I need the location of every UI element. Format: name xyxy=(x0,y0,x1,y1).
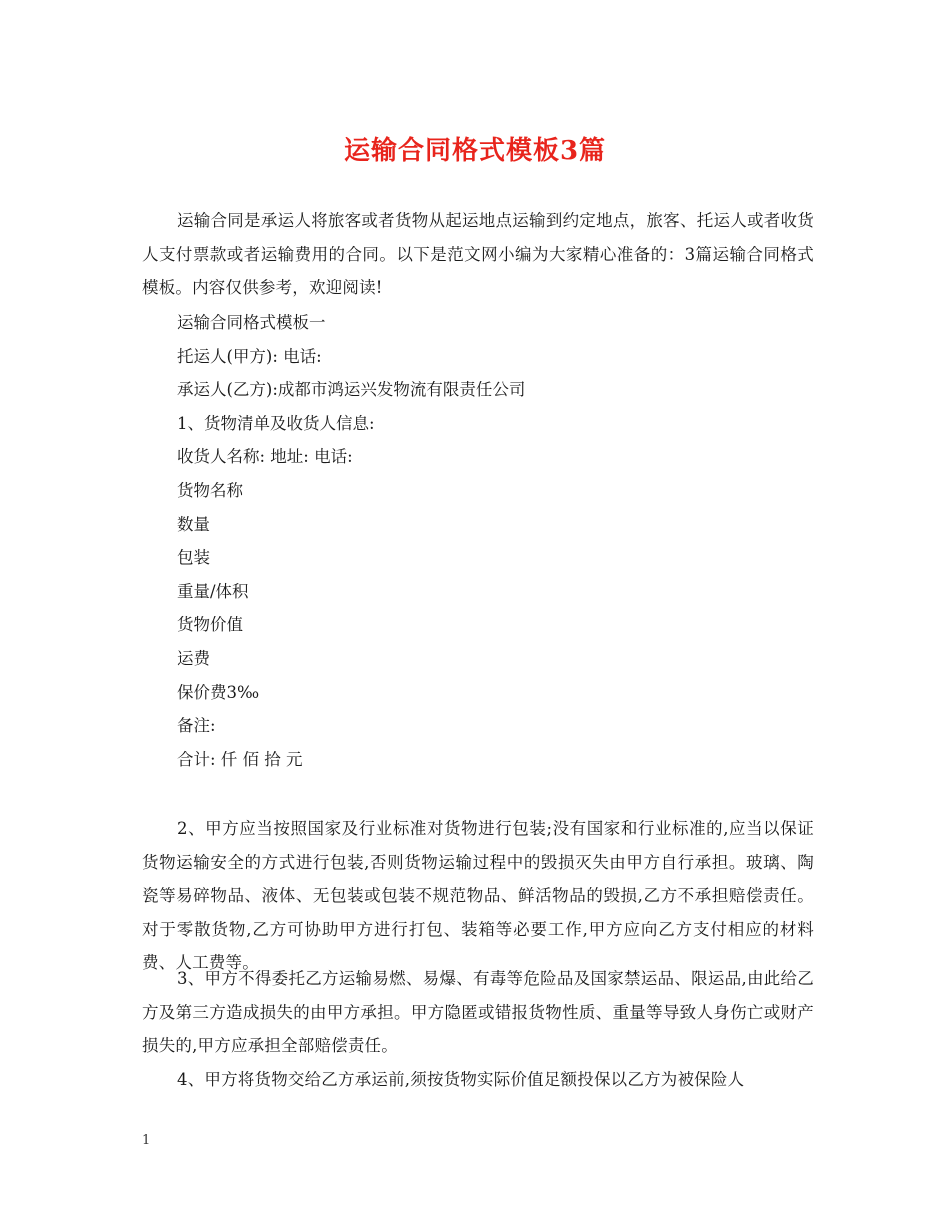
clause-4-paragraph: 4、甲方将货物交给乙方承运前,须按货物实际价值足额投保以乙方为被保险人 xyxy=(177,1070,745,1089)
list-item: 保价费3‰ xyxy=(177,682,260,702)
list-item: 合计: 仟 佰 拾 元 xyxy=(177,749,303,769)
list-item: 运输合同格式模板一 xyxy=(177,313,326,332)
list-item: 1、货物清单及收货人信息: xyxy=(177,413,375,433)
list-item: 货物名称 xyxy=(177,480,243,500)
list-item: 货物价值 xyxy=(177,615,243,635)
intro-paragraph: 运输合同是承运人将旅客或者货物从起运地点运输到约定地点，旅客、托运人或者收货人支付票款或者运输费用的合同。以下是范文网小编为大家精心准备的：3篇运输合同格式模板。内容仅供参考，欢迎阅读! xyxy=(142,211,814,297)
page-number: 1 xyxy=(142,1133,151,1148)
list-item: 收货人名称: 地址: 电话: xyxy=(177,447,353,467)
clause-3-paragraph: 3、甲方不得委托乙方运输易燃、易爆、有毒等危险品及国家禁运品、限运品,由此给乙方及第三方造成损失的由甲方承担。甲方隐匿或错报货物性质、重量等导致人身伤亡或财产损失的,甲方应承担全部赔偿责任。 xyxy=(142,969,814,1055)
contract-field-list xyxy=(177,306,525,776)
list-item: 运费 xyxy=(177,648,210,668)
document-title: 运输合同格式模板3篇 xyxy=(343,136,607,166)
list-item: 承运人(乙方):成都市鸿运兴发物流有限责任公司 xyxy=(177,380,526,400)
list-item: 备注: xyxy=(177,716,216,736)
clause-2-paragraph: 2、甲方应当按照国家及行业标准对货物进行包装;没有国家和行业标准的,应当以保证货物运输安全的方式进行包装,否则货物运输过程中的毁损灭失由甲方自行承担。玻璃、陶瓷等易碎物品、液体、无包装或包装不规范物品、鲜活物品的毁损,乙方不承担赔偿责任。对于零散货物,乙方可协助甲方进行打包、装箱等必要工作,甲方应向乙方支付相应的材料费、人工费等。 xyxy=(142,819,814,972)
list-item: 重量/体积 xyxy=(177,581,249,601)
list-item: 托运人(甲方): 电话: xyxy=(177,346,322,366)
list-item: 数量 xyxy=(177,514,210,534)
list-item: 包装 xyxy=(177,548,210,568)
